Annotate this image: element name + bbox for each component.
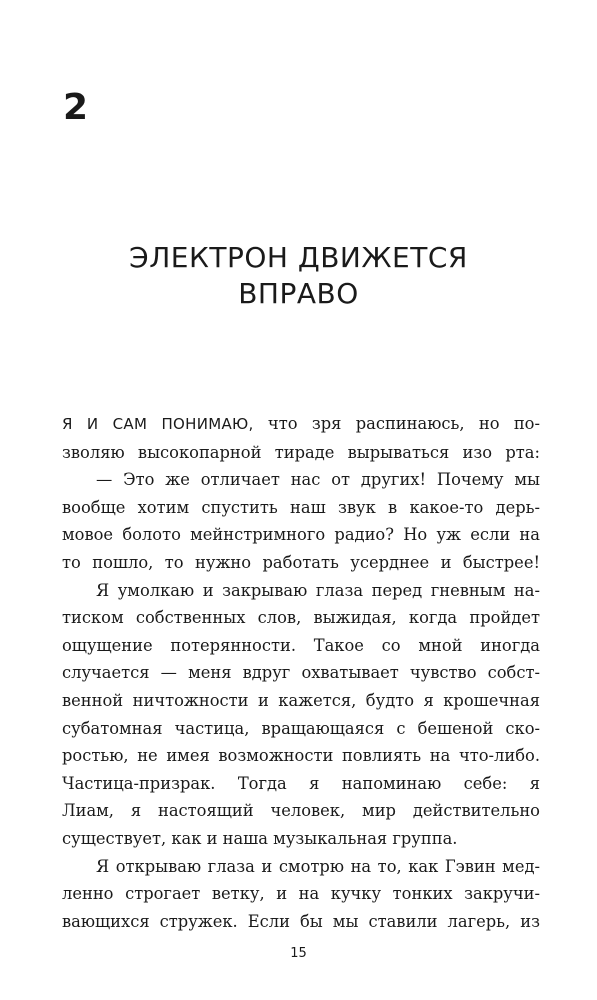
text-line: Я открываю глаза и смотрю на то, как Гэвин мед- — [96, 856, 540, 876]
text-line: существует, как и наша музыкальная группа. — [62, 828, 458, 848]
text-line: — Это же отличает нас от других! Почему мы — [96, 470, 540, 490]
text-line: ростью, не имея возможности повлиять на что-либо. — [62, 746, 540, 766]
text-line: венной ничтожности и кажется, будто я крошечная — [62, 690, 540, 710]
text-line: вающихся стружек. Если бы мы ставили лагерь, из — [62, 911, 540, 931]
text-line-rest: что зря распинаюсь, но по- — [253, 414, 540, 433]
text-line: ощущение потерянности. Такое со мной иногда — [62, 635, 540, 655]
text-line: мовое болото мейнстримного радио? Но уж если на — [62, 525, 540, 545]
text-line — [62, 410, 540, 439]
text-line: случается — меня вдруг охватывает чувство собст- — [62, 663, 540, 683]
chapter-body — [62, 410, 540, 935]
chapter-title-line-2: ВПРАВО — [238, 277, 359, 310]
chapter-number: 2 — [63, 87, 89, 128]
chapter-title-line-1: ЭЛЕКТРОН ДВИЖЕТСЯ — [129, 241, 468, 274]
lead-in-smallcaps: Я И САМ ПОНИМАЮ, — [62, 415, 254, 433]
text-line: Лиам, я настоящий человек, мир действительно — [62, 801, 540, 821]
text-line: зволяю высокопарной тираде вырываться изо рта: — [62, 442, 540, 462]
text-line: Частица-призрак. Тогда я напоминаю себе: я — [62, 773, 540, 793]
chapter-title — [0, 240, 597, 312]
page-number: 15 — [290, 946, 307, 961]
text-line: субатомная частица, вращающаяся с бешеной ско- — [62, 718, 540, 738]
text-line: вообще хотим спустить наш звук в какое-то дерь- — [62, 497, 540, 517]
text-line: Я умолкаю и закрываю глаза перед гневным на- — [96, 580, 540, 600]
text-line: ленно строгает ветку, и на кучку тонких закручи- — [62, 884, 540, 904]
text-line: тиском собственных слов, выжидая, когда пройдет — [62, 608, 540, 628]
text-line: то пошло, то нужно работать усерднее и быстрее! — [62, 552, 540, 572]
